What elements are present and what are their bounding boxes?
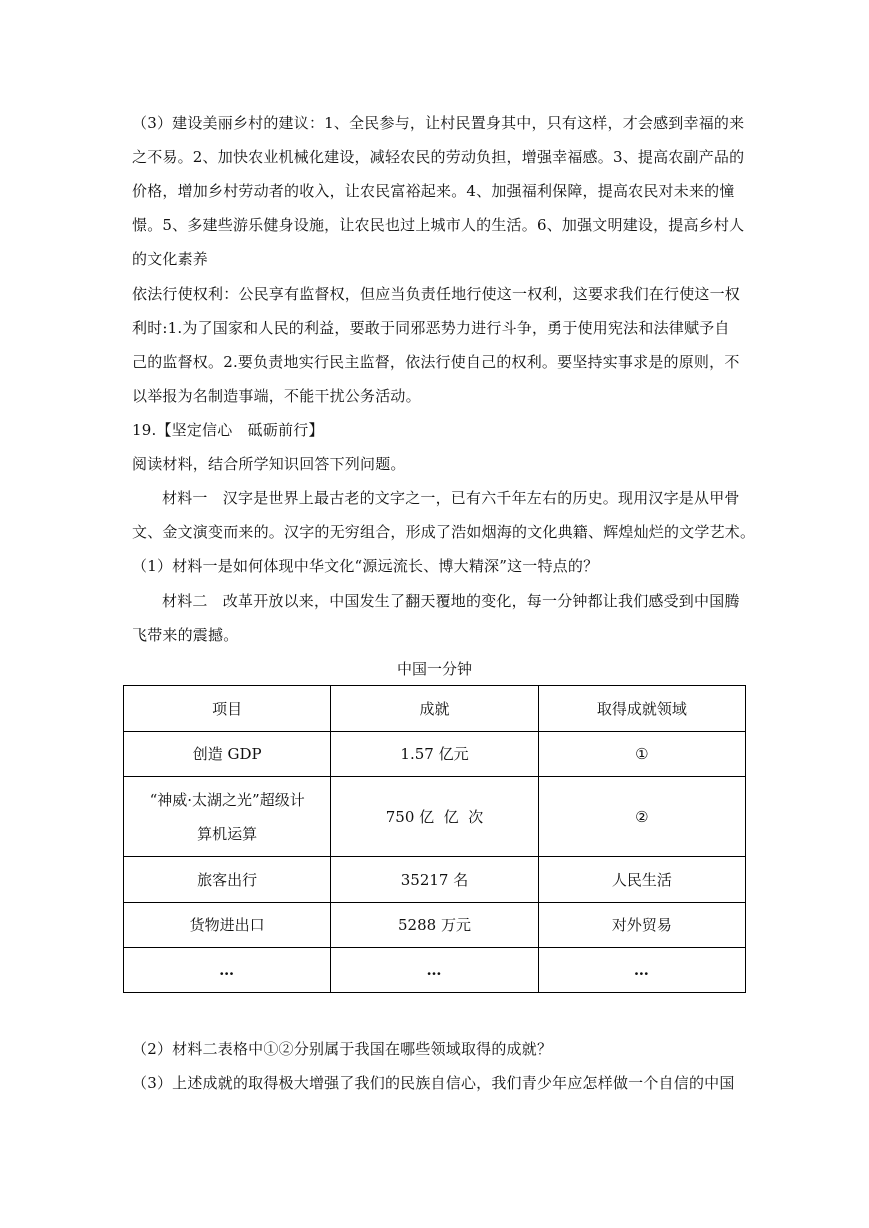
table-cell: …	[538, 948, 745, 993]
table-cell: ①	[538, 732, 745, 777]
table-header-cell: 成就	[331, 686, 538, 732]
achievement-table	[123, 685, 746, 993]
table-row	[124, 777, 746, 857]
paragraph-line: 依法行使权利：公民享有监督权，但应当负责任地行使这一权利，这要求我们在行使这一权	[132, 285, 741, 303]
question-text: （3）上述成就的取得极大增强了我们的民族自信心，我们青少年应怎样做一个自信的中国	[132, 1074, 735, 1092]
material-line: 材料一 汉字是世界上最古老的文字之一，已有六千年左右的历史。现用汉字是从甲骨	[162, 489, 740, 507]
table-row	[124, 857, 746, 903]
question-title: 19.【坚定信心 砥砺前行】	[132, 421, 324, 439]
paragraph-line: 的文化素养	[132, 250, 209, 268]
table-cell: 750 亿 亿 次	[331, 777, 538, 857]
instruction-text: 阅读材料，结合所学知识回答下列问题。	[132, 455, 406, 473]
paragraph-line: 己的监督权。2.要负责地实行民主监督，依法行使自己的权利。要坚持实事求是的原则，不	[132, 353, 740, 371]
table-header-cell: 项目	[124, 686, 331, 732]
table-cell: 对外贸易	[538, 903, 745, 948]
paragraph-line: 之不易。2、加快农业机械化建设，减轻农民的劳动负担，增强幸福感。3、提高农副产品的	[132, 148, 745, 166]
table-header-row	[124, 686, 746, 732]
paragraph-line: 以举报为名制造事端，不能干扰公务活动。	[132, 387, 421, 405]
table-cell: 旅客出行	[124, 857, 331, 903]
question-text: （2）材料二表格中①②分别属于我国在哪些领域取得的成就？	[132, 1040, 553, 1058]
table-cell: …	[331, 948, 538, 993]
table-cell: 货物进出口	[124, 903, 331, 948]
table-cell: …	[124, 948, 331, 993]
paragraph-line: 价格，增加乡村劳动者的收入，让农民富裕起来。4、加强福利保障，提高农民对未来的憧	[132, 182, 735, 200]
question-text: （1）材料一是如何体现中华文化“源远流长、博大精深”这一特点的？	[132, 557, 599, 575]
material-line: 飞带来的震撼。	[132, 626, 239, 644]
paragraph-line: 利时:1.为了国家和人民的利益，要敢于同邪恶势力进行斗争，勇于使用宪法和法律赋予自	[132, 319, 730, 337]
table-cell: 35217 名	[331, 857, 538, 903]
paragraph-line: （3）建设美丽乡村的建议：1、全民参与，让村民置身其中，只有这样，才会感到幸福的来	[132, 114, 745, 132]
table-row	[124, 903, 746, 948]
table-header-cell: 取得成就领域	[538, 686, 745, 732]
table-caption: 中国一分钟	[396, 660, 472, 678]
table-cell: ②	[538, 777, 745, 857]
material-line: 文、金文演变而来的。汉字的无穷组合，形成了浩如烟海的文化典籍、辉煌灿烂的文学艺术。	[132, 523, 756, 541]
table-row	[124, 732, 746, 777]
table-row	[124, 948, 746, 993]
material-line: 材料二 改革开放以来，中国发生了翻天覆地的变化，每一分钟都让我们感受到中国腾	[162, 592, 740, 610]
table-cell: 创造 GDP	[124, 732, 331, 777]
table-cell: 1.57 亿元	[331, 732, 538, 777]
table-cell: “神威·太湖之光”超级计 算机运算	[124, 777, 331, 857]
table-cell: 5288 万元	[331, 903, 538, 948]
table-cell: 人民生活	[538, 857, 745, 903]
paragraph-line: 憬。5、多建些游乐健身设施，让农民也过上城市人的生活。6、加强文明建设，提高乡村人	[132, 216, 745, 234]
